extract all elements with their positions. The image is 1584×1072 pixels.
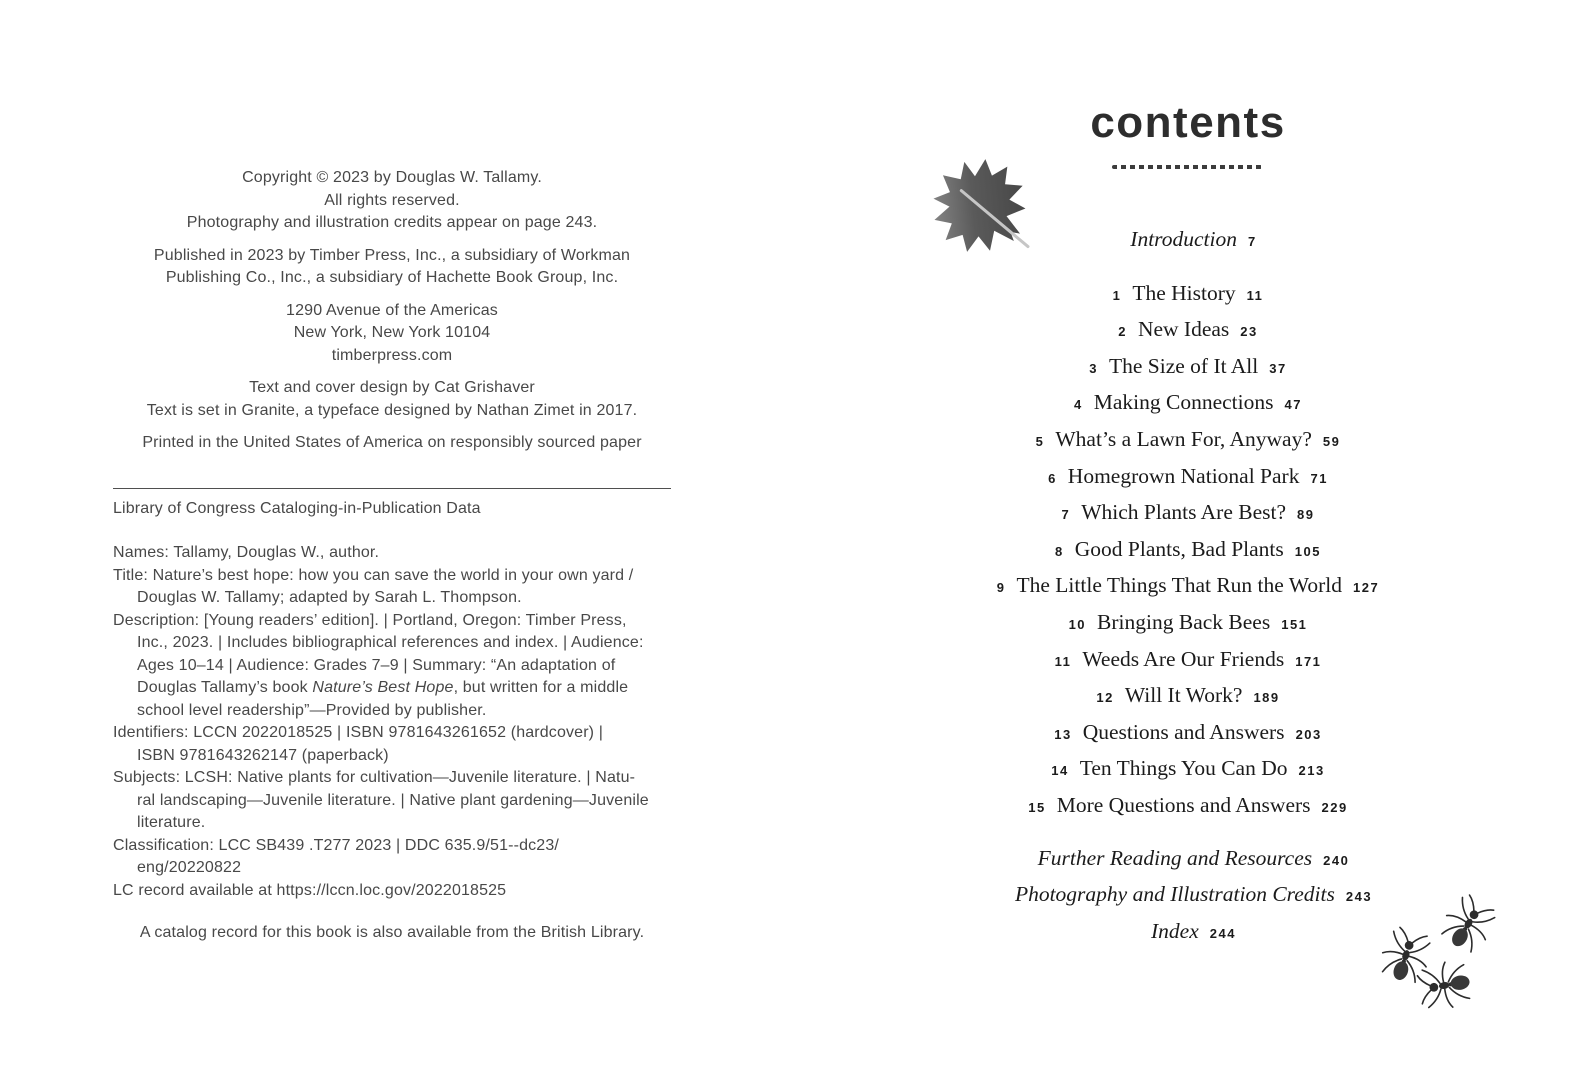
loc-line-description: Description: [Young readers’ edition]. | Portland, Oregon: Timber Press, xyxy=(113,611,627,629)
chapter-number: 13 xyxy=(1054,726,1072,742)
toc-entry xyxy=(792,384,1584,421)
toc-entry xyxy=(792,567,1584,604)
toc-entry xyxy=(792,531,1584,568)
page-number: 7 xyxy=(1247,234,1257,249)
chapter-title: Bringing Back Bees xyxy=(1097,609,1271,634)
loc-line-identifiers: Identifiers: LCCN 2022018525 | ISBN 9781643261652 (hardcover) | xyxy=(113,724,604,741)
chapter-number: 2 xyxy=(1118,324,1127,340)
chapter-title: Making Connections xyxy=(1093,390,1274,415)
toc-entry-further-reading xyxy=(792,840,1584,877)
page-number: 23 xyxy=(1240,324,1258,340)
page-number: 59 xyxy=(1322,433,1341,449)
contents-page-title: contents xyxy=(1090,98,1286,147)
chapter-title: Homegrown National Park xyxy=(1067,463,1300,488)
chapter-number: 4 xyxy=(1074,397,1083,413)
chapter-number: 15 xyxy=(1028,799,1046,815)
publisher-website: timberpress.com xyxy=(331,346,453,364)
page-number: 171 xyxy=(1295,653,1322,669)
chapter-title: Photography and Illustration Credits xyxy=(1014,882,1335,907)
dotted-divider xyxy=(1112,165,1262,169)
loc-summary-post: , but written for a middle xyxy=(453,679,629,696)
chapter-title: The Size of It All xyxy=(1108,353,1259,378)
loc-line: ral landscaping—Juvenile literature. | Native plant gardening—Juvenile xyxy=(137,791,649,809)
chapter-title: What’s a Lawn For, Anyway? xyxy=(1055,426,1312,451)
chapter-title: Further Reading and Resources xyxy=(1037,845,1313,870)
chapter-title: Index xyxy=(1151,918,1199,943)
page-number: 203 xyxy=(1295,726,1322,742)
loc-line: Inc., 2023. | Includes bibliographical references and index. | Audience: xyxy=(137,634,644,651)
publisher-line: Published in 2023 by Timber Press, Inc., a subsidiary of Workman xyxy=(153,246,631,264)
page-number: 151 xyxy=(1281,616,1308,632)
rights-line: All rights reserved. xyxy=(324,191,460,209)
credits-line: Photography and illustration credits appear on page 243. xyxy=(186,214,598,231)
chapter-number: 8 xyxy=(1055,543,1064,559)
page-number: 240 xyxy=(1323,852,1350,868)
address-line: New York, New York 10104 xyxy=(293,324,491,341)
page-number: 213 xyxy=(1298,763,1325,779)
loc-cataloging-block xyxy=(113,542,671,902)
page-number: 47 xyxy=(1284,397,1302,413)
chapter-number: 5 xyxy=(1035,433,1045,449)
loc-line-lc-record: LC record available at https://lccn.loc.gov/2022018525 xyxy=(113,881,507,899)
loc-line xyxy=(113,677,671,700)
chapter-number: 10 xyxy=(1068,616,1087,632)
colophon-page xyxy=(113,167,671,945)
page-number: 243 xyxy=(1345,889,1373,905)
chapter-title: The Little Things That Run the World xyxy=(1016,573,1343,598)
page-number: 11 xyxy=(1246,287,1264,303)
page-divider xyxy=(113,488,671,489)
chapter-title: Weeds Are Our Friends xyxy=(1082,646,1285,671)
chapter-title: Questions and Answers xyxy=(1082,719,1285,744)
loc-line-subjects: Subjects: LCSH: Native plants for cultivation—Juvenile literature. | Natu- xyxy=(113,769,636,786)
loc-line: ISBN 9781643262147 (paperback) xyxy=(137,746,389,764)
chapter-number: 12 xyxy=(1096,690,1114,706)
chapter-number: 3 xyxy=(1089,360,1098,376)
chapter-number: 14 xyxy=(1051,763,1069,779)
toc-entry xyxy=(792,677,1584,714)
address-line: 1290 Avenue of the Americas xyxy=(286,301,498,319)
toc-entry xyxy=(792,421,1584,458)
address-block xyxy=(113,300,671,368)
loc-line: Douglas W. Tallamy; adapted by Sarah L. Thompson. xyxy=(137,589,522,606)
chapter-number: 6 xyxy=(1048,470,1057,486)
chapter-title: New Ideas xyxy=(1137,317,1230,342)
loc-summary-pre: Douglas Tallamy’s book xyxy=(137,679,313,696)
publisher-line: Publishing Co., Inc., a subsidiary of Hachette Book Group, Inc. xyxy=(165,269,619,286)
typeface-line: Text is set in Granite, a typeface designed by Nathan Zimet in 2017. xyxy=(146,401,638,419)
chapter-title: The History xyxy=(1132,280,1236,305)
british-library-line: A catalog record for this book is also available from the British Library. xyxy=(139,924,645,941)
chapter-number: 7 xyxy=(1061,507,1071,523)
toc-entry xyxy=(792,494,1584,531)
design-credit-line: Text and cover design by Cat Grishaver xyxy=(249,379,535,396)
toc-entry xyxy=(792,311,1584,348)
page-number: 244 xyxy=(1209,925,1236,941)
chapter-number: 11 xyxy=(1054,653,1072,669)
page-number: 89 xyxy=(1297,507,1315,523)
chapter-number: 9 xyxy=(996,580,1006,596)
toc-entry xyxy=(792,604,1584,641)
loc-line-title: Title: Nature’s best hope: how you can save the world in your own yard / xyxy=(113,566,634,584)
toc-entry xyxy=(792,641,1584,678)
toc-entry xyxy=(792,787,1584,824)
loc-line-names: Names: Tallamy, Douglas W., author. xyxy=(113,544,380,561)
toc-entry xyxy=(792,458,1584,495)
loc-line: Ages 10–14 | Audience: Grades 7–9 | Summary: “An adaptation of xyxy=(137,656,616,674)
chapter-title: Which Plants Are Best? xyxy=(1081,500,1287,525)
toc-entry xyxy=(792,275,1584,312)
toc-entry xyxy=(792,348,1584,385)
page-number: 71 xyxy=(1310,470,1328,486)
loc-line: literature. xyxy=(137,814,206,831)
chapter-number: 1 xyxy=(1112,287,1122,303)
copyright-line: Copyright © 2023 by Douglas W. Tallamy. xyxy=(242,169,542,186)
page-number: 229 xyxy=(1321,799,1348,815)
design-credit-block xyxy=(113,377,671,422)
loc-line: eng/20220822 xyxy=(137,859,242,876)
toc-entry-introduction xyxy=(792,221,1584,258)
copyright-block xyxy=(113,167,671,235)
page-number: 189 xyxy=(1253,690,1280,706)
loc-line: school level readership”—Provided by publisher. xyxy=(137,701,487,719)
chapter-title: Will It Work? xyxy=(1124,683,1243,708)
printed-line: Printed in the United States of America on responsibly sourced paper xyxy=(142,434,642,451)
chapter-title: More Questions and Answers xyxy=(1056,792,1311,817)
toc-entry xyxy=(792,714,1584,751)
chapter-title: Ten Things You Can Do xyxy=(1079,756,1288,781)
toc-entry xyxy=(792,750,1584,787)
page-number: 37 xyxy=(1269,360,1287,376)
page-number: 105 xyxy=(1294,543,1321,559)
chapter-title: Good Plants, Bad Plants xyxy=(1074,536,1284,561)
publisher-block xyxy=(113,245,671,290)
three-ants-icon xyxy=(1375,878,1525,1033)
page-number: 127 xyxy=(1353,580,1380,596)
loc-book-title-italic: Nature’s Best Hope xyxy=(312,679,454,696)
loc-line-classification: Classification: LCC SB439 .T277 2023 | DDC 635.9/51--dc23/ xyxy=(113,836,559,854)
chapter-title: Introduction xyxy=(1130,227,1237,251)
table-of-contents xyxy=(792,221,1584,949)
loc-heading: Library of Congress Cataloging-in-Publication Data xyxy=(113,499,481,517)
